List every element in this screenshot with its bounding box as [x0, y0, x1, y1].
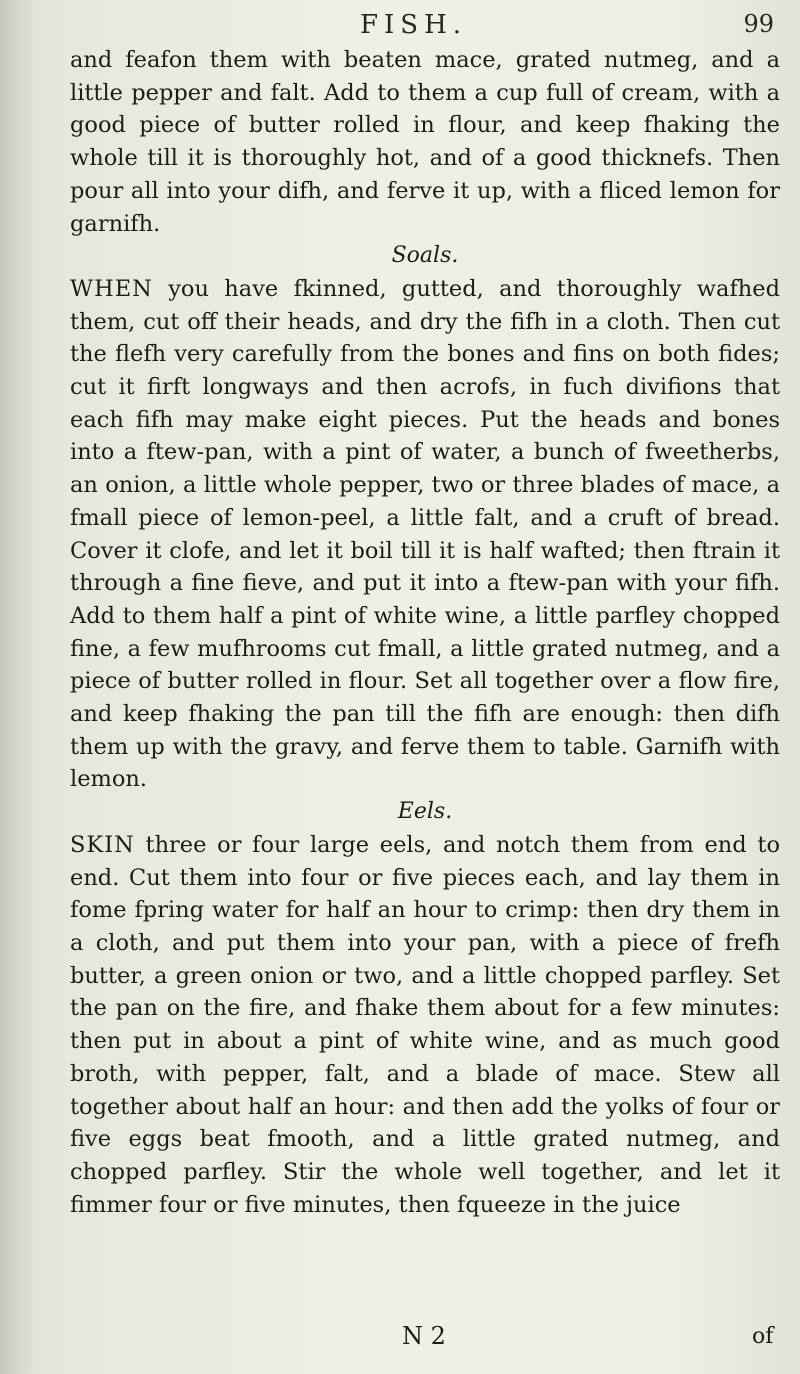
- lead-word-soals: WHEN: [70, 275, 153, 302]
- signature-mark: N 2: [402, 1322, 446, 1350]
- body-text: [70, 44, 780, 1221]
- paragraph-soals-body: you have fkinned, gutted, and thoroughly wafhed them, cut off their heads, and dry the fifh in a cloth. Then cut the flefh very carefully from the bones and fins on both fides; cut it firft longways and then acrofs, in fuch divifions that each fifh may make eight pieces. Put the heads and bones into a ftew-pan, with a pint of water, a bunch of fweetherbs, an onion, a little whole pepper, two or three blades of mace, a fmall piece of lemon-peel, a little falt, and a cruft of bread. Cover it clofe, and let it boil till it is half wafted; then ftrain it through a fine fieve, and put it into a ftew-pan with your fifh. Add to them half a pint of white wine, a little parfley chopped fine, a few mufhrooms cut fmall, a little grated nutmeg, and a piece of butter rolled in flour. Set all together over a flow fire, and keep fhaking the pan till the fifh are enough: then difh them up with the gravy, and ferve them to table. Garnifh with lemon.: [70, 275, 780, 793]
- paragraph-soals: [70, 273, 780, 796]
- paragraph-fish-continuation: and feafon them with beaten mace, grated nutmeg, and a little pepper and falt. Add to them a cup full of cream, with a good piece of butter rolled in flour, and keep fhaking the whole till it is thoroughly hot, and of a good thicknefs. Then pour all into your difh, and ferve it up, with a fliced lemon for garnifh.: [70, 47, 780, 237]
- running-title: FISH.: [360, 10, 468, 40]
- paragraph-eels-body: three or four large eels, and notch them from end to end. Cut them into four or five pieces each, and lay them in fome fpring water for half an hour to crimp: then dry them in a cloth, and put them into your pan, with a piece of frefh butter, a green onion or two, and a little chopped parfley. Set the pan on the fire, and fhake them about for a few minutes: then put in about a pint of white wine, and as much good broth, with pepper, falt, and a blade of mace. Stew all together about half an hour: and then add the yolks of four or five eggs beat fmooth, and a little grated nutmeg, and chopped parfley. Stir the whole well together, and let it fimmer four or five minutes, then fqueeze in the juice: [70, 831, 780, 1218]
- paragraph-eels: [70, 829, 780, 1221]
- page-number: 99: [743, 10, 774, 38]
- heading-soals: Soals.: [391, 243, 459, 269]
- page-gutter-shadow: [0, 0, 34, 1374]
- catchword: of: [752, 1324, 774, 1349]
- running-head: [60, 10, 780, 44]
- heading-eels: Eels.: [397, 799, 453, 825]
- lead-word-eels: SKIN: [70, 831, 135, 858]
